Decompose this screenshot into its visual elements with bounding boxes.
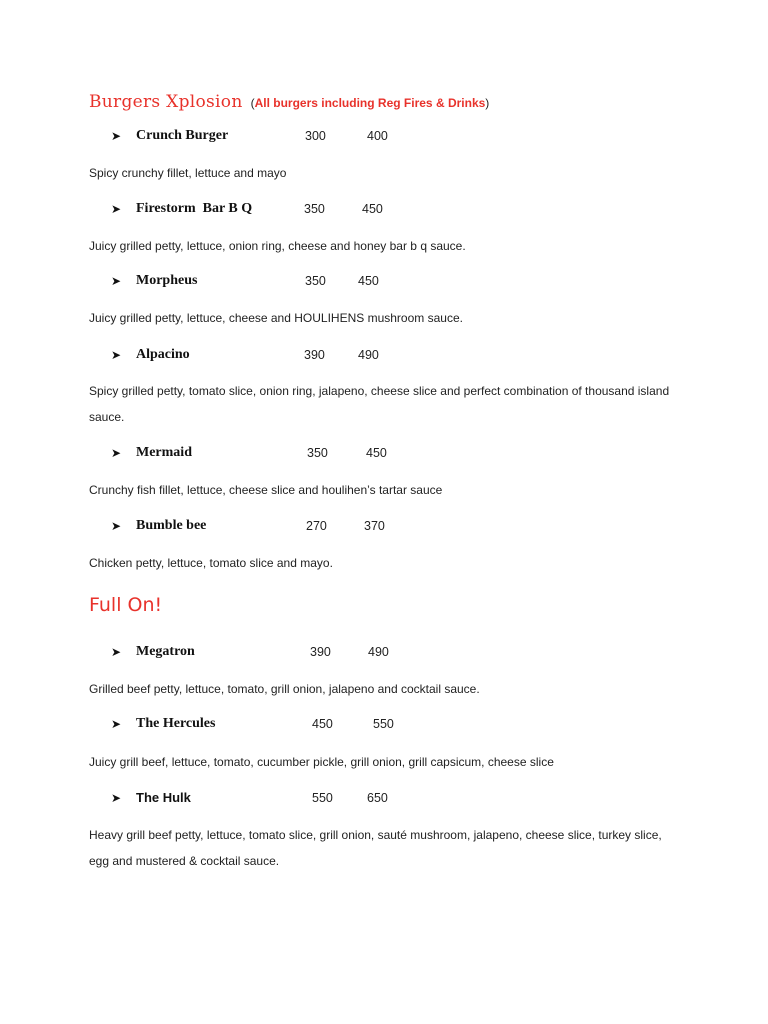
price-regular: 450 — [312, 717, 333, 731]
item-name: Megatron — [136, 644, 195, 659]
item-name: Mermaid — [136, 445, 192, 460]
arrowhead-right-icon: ➤ — [111, 519, 122, 533]
menu-item-crunch-burger — [0, 128, 768, 148]
section-title-text: Burgers Xplosion — [89, 92, 243, 112]
item-name: The Hercules — [136, 716, 216, 731]
price-regular: 550 — [312, 791, 333, 805]
menu-item-alpacino — [0, 347, 768, 367]
item-description: Juicy grilled petty, lettuce, onion ring, cheese and honey bar b q sauce. — [89, 239, 466, 253]
item-description: Spicy crunchy fillet, lettuce and mayo — [89, 166, 287, 180]
arrowhead-right-icon: ➤ — [111, 717, 122, 731]
menu-item-the-hercules — [0, 716, 768, 736]
menu-item-bumble-bee — [0, 518, 768, 538]
item-description: Chicken petty, lettuce, tomato slice and mayo. — [89, 556, 333, 570]
section-note-text: All burgers including Reg Fires & Drinks — [254, 96, 486, 110]
item-description: Juicy grill beef, lettuce, tomato, cucumber pickle, grill onion, grill capsicum, cheese slice — [89, 755, 554, 769]
arrowhead-right-icon: ➤ — [111, 129, 122, 143]
price-regular: 390 — [304, 348, 325, 362]
menu-item-the-hulk — [0, 790, 768, 810]
menu-item-firestorm-bar-b-q — [0, 201, 768, 221]
arrowhead-right-icon: ➤ — [111, 348, 122, 362]
menu-item-mermaid — [0, 445, 768, 465]
price-regular: 350 — [305, 274, 326, 288]
item-name: Bumble bee — [136, 518, 207, 533]
item-name: Crunch Burger — [136, 128, 229, 143]
section-title-full-on: Full On! — [89, 594, 163, 616]
arrowhead-right-icon: ➤ — [111, 645, 122, 659]
price-large: 450 — [366, 446, 387, 460]
menu-item-morpheus — [0, 273, 768, 293]
price-large: 490 — [368, 645, 389, 659]
arrowhead-right-icon: ➤ — [111, 274, 122, 288]
item-description: Spicy grilled petty, tomato slice, onion ring, jalapeno, cheese slice and perfect combination of thousand island sauce. — [89, 384, 670, 424]
price-large: 650 — [367, 791, 388, 805]
price-regular: 270 — [306, 519, 327, 533]
price-regular: 350 — [304, 202, 325, 216]
price-large: 450 — [358, 274, 379, 288]
item-description: Crunchy fish fillet, lettuce, cheese slice and houlihen’s tartar sauce — [89, 483, 443, 497]
item-description: Grilled beef petty, lettuce, tomato, grill onion, jalapeno and cocktail sauce. — [89, 682, 480, 696]
price-large: 400 — [367, 129, 388, 143]
price-regular: 390 — [310, 645, 331, 659]
menu-item-megatron — [0, 644, 768, 664]
price-regular: 350 — [307, 446, 328, 460]
price-large: 450 — [362, 202, 383, 216]
item-name: The Hulk — [136, 790, 191, 805]
item-name: Alpacino — [136, 347, 190, 362]
item-description: Juicy grilled petty, lettuce, cheese and HOULIHENS mushroom sauce. — [89, 311, 463, 325]
price-large: 370 — [364, 519, 385, 533]
item-description: Heavy grill beef petty, lettuce, tomato slice, grill onion, sauté mushroom, jalapeno, cheese slice, turkey slice, egg and mustered & cocktail sauce. — [89, 828, 662, 868]
arrowhead-right-icon: ➤ — [111, 791, 122, 805]
item-name: Morpheus — [136, 273, 198, 288]
section-title-burgers-xplosion — [89, 92, 489, 112]
price-regular: 300 — [305, 129, 326, 143]
arrowhead-right-icon: ➤ — [111, 202, 122, 216]
price-large: 550 — [373, 717, 394, 731]
section-note: (All burgers including Reg Fires & Drinks) — [250, 96, 490, 110]
arrowhead-right-icon: ➤ — [111, 446, 122, 460]
item-name: Firestorm Bar B Q — [136, 201, 253, 216]
price-large: 490 — [358, 348, 379, 362]
